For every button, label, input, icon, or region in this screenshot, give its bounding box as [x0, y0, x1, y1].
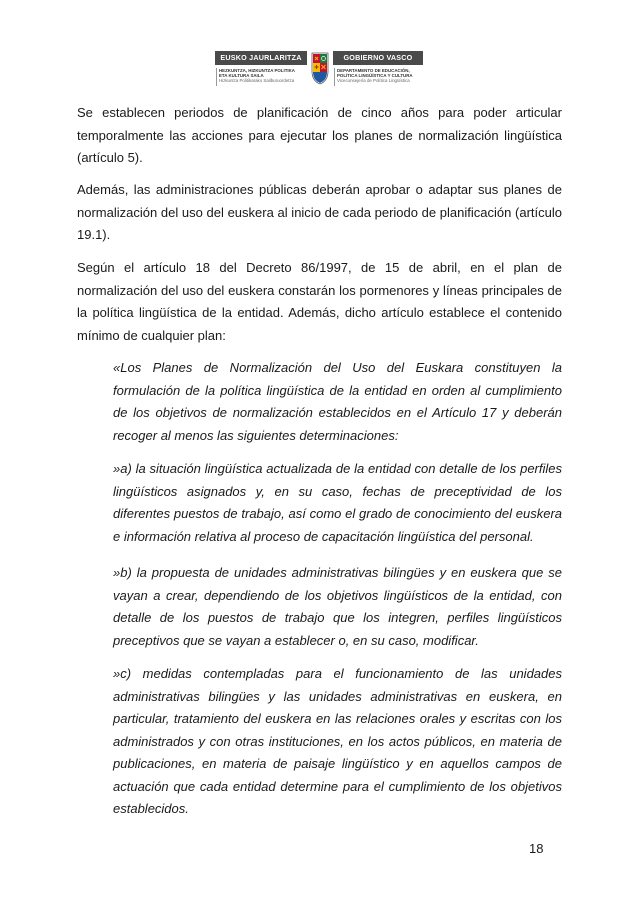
- logo-subtitle-spanish: [337, 68, 413, 84]
- logo-subtitle-line: ETA KULTURA SAILA: [219, 73, 264, 79]
- logo-subtitle-basque: [219, 68, 295, 84]
- logo-subtitle-line: HEZKUNTZA, HIZKUNTZA POLITIKA: [219, 68, 295, 73]
- body-paragraph: Según el artículo 18 del Decreto 86/1997, de 15 de abril, en el plan de normalización del uso del euskera constarán los pormenores y líneas principales de la política lingüística de la entidad. Además, dicho artículo establece el contenido mínimo de cualquier plan:: [77, 260, 562, 343]
- logo-title-spanish: GOBIERNO VASCO: [333, 51, 423, 65]
- coat-of-arms-icon: [310, 51, 330, 85]
- quoted-paragraph: «Los Planes de Normalización del Uso del Euskara constituyen la formulación de la política lingüística de la entidad en orden al cumplimiento de los objetivos de normalización establecidos en el Artículo 17 y deberán recoger al menos las siguientes determinaciones:: [113, 360, 562, 443]
- logo-title-basque: EUSKO JAURLARITZA: [215, 51, 307, 65]
- logo-subtitle-line: DEPARTAMENTO DE EDUCACIÓN,: [337, 68, 410, 73]
- logo-subtitle-line: POLÍTICA LINGÜÍSTICA Y CULTURA: [337, 73, 413, 79]
- quoted-paragraph: »a) la situación lingüística actualizada de la entidad con detalle de los perfiles lingüísticos asignados y, en su caso, fechas de preceptividad de los diferentes puestos de trabajo, así como el grado de conocimiento del euskera e información relativa al proceso de capacitación lingüística del personal.: [113, 461, 562, 544]
- quoted-paragraph: »b) la propuesta de unidades administrativas bilingües y en euskera que se vayan a crear, dependiendo de los objetivos lingüísticos de la entidad, con detalle de los puestos de trabajo que los integren, perfiles lingüísticos preceptivos que se vayan a establecer o, en su caso, modificar.: [113, 565, 562, 648]
- logo-divider: [334, 68, 335, 86]
- page-number: 18: [529, 841, 544, 856]
- body-paragraph: Además, las administraciones públicas deberán aprobar o adaptar sus planes de normalización del uso del euskera al inicio de cada periodo de planificación (artículo 19.1).: [77, 182, 562, 242]
- body-paragraph: Se establecen periodos de planificación de cinco años para poder articular temporalmente las acciones para ejecutar los planes de normalización lingüística (artículo 5).: [77, 105, 562, 165]
- quoted-paragraph: »c) medidas contempladas para el funcionamiento de las unidades administrativas bilingües y las unidades administrativas en euskera, en particular, tratamiento del euskera en las relaciones orales y escritas con los administrados y con otras instituciones, en los actos públicos, en materia de publicaciones, en materia de paisaje lingüístico y en aquellos campos de actuación que cada entidad determine para el cumplimiento de los objetivos establecidos.: [113, 666, 562, 816]
- logo-subtitle-small: Hizkuntza Politikarako Sailburuordetza: [219, 78, 295, 84]
- government-logo: [215, 51, 423, 97]
- logo-divider: [216, 68, 217, 86]
- logo-subtitle-small: Viceconsejería de Política Lingüística: [337, 78, 410, 84]
